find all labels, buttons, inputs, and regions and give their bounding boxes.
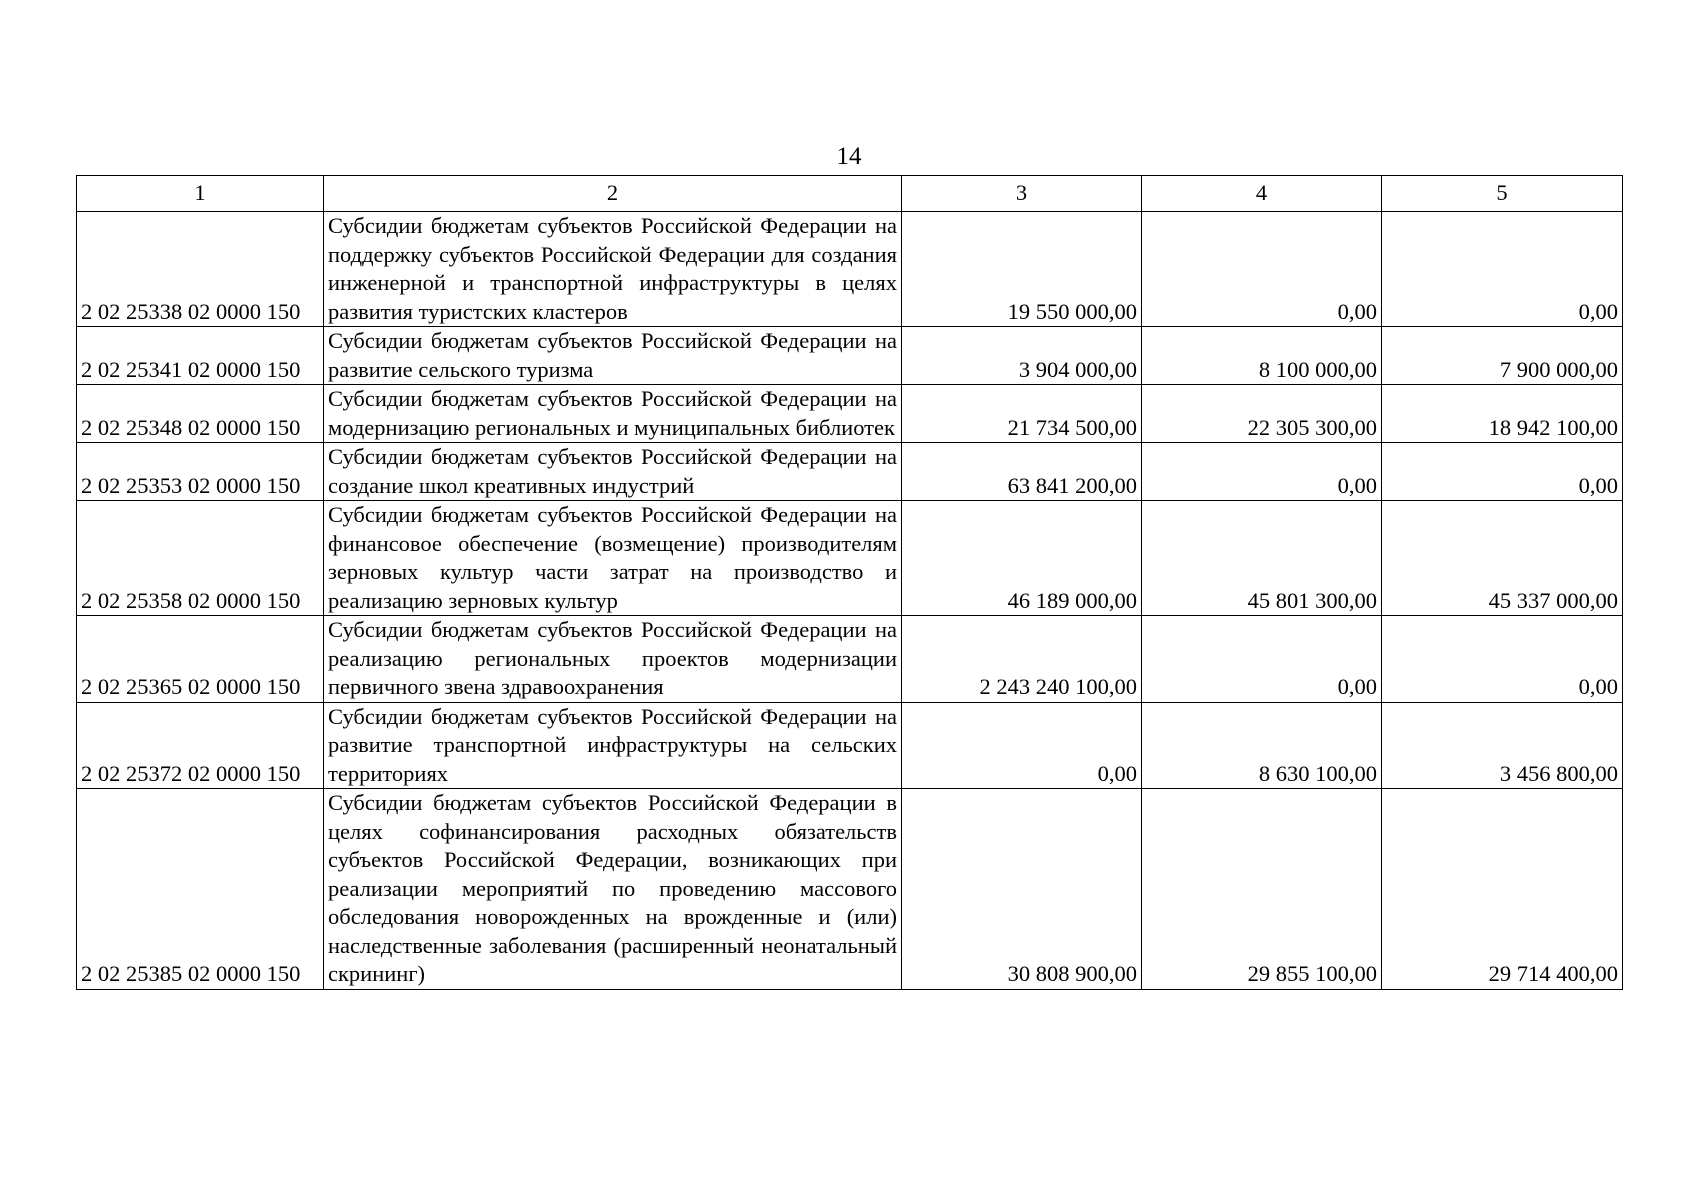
table-row bbox=[77, 443, 1623, 501]
amount-col-5: 45 337 000,00 bbox=[1382, 501, 1623, 616]
header-col-5: 5 bbox=[1382, 176, 1623, 212]
subsidy-name: Субсидии бюджетам субъектов Российской Федерации на финансовое обеспечение (возмещение) производителям зерновых культур части затрат на производство и реализацию зерновых культур bbox=[324, 501, 902, 616]
subsidy-name: Субсидии бюджетам субъектов Российской Федерации на развитие транспортной инфраструктуры на сельских территориях bbox=[324, 702, 902, 789]
header-col-2: 2 bbox=[324, 176, 902, 212]
amount-col-4: 0,00 bbox=[1142, 212, 1382, 327]
budget-code: 2 02 25385 02 0000 150 bbox=[77, 789, 324, 990]
amount-col-4: 45 801 300,00 bbox=[1142, 501, 1382, 616]
budget-code: 2 02 25341 02 0000 150 bbox=[77, 327, 324, 385]
subsidy-name: Субсидии бюджетам субъектов Российской Федерации на создание школ креативных индустрий bbox=[324, 443, 902, 501]
amount-col-3: 2 243 240 100,00 bbox=[902, 616, 1142, 703]
amount-col-3: 46 189 000,00 bbox=[902, 501, 1142, 616]
table-body bbox=[77, 212, 1623, 990]
amount-col-3: 3 904 000,00 bbox=[902, 327, 1142, 385]
table-row bbox=[77, 789, 1623, 990]
amount-col-5: 0,00 bbox=[1382, 616, 1623, 703]
header-col-4: 4 bbox=[1142, 176, 1382, 212]
amount-col-5: 29 714 400,00 bbox=[1382, 789, 1623, 990]
header-col-1: 1 bbox=[77, 176, 324, 212]
header-row bbox=[77, 176, 1623, 212]
budget-code: 2 02 25338 02 0000 150 bbox=[77, 212, 324, 327]
amount-col-4: 8 100 000,00 bbox=[1142, 327, 1382, 385]
amount-col-4: 8 630 100,00 bbox=[1142, 702, 1382, 789]
budget-code: 2 02 25348 02 0000 150 bbox=[77, 385, 324, 443]
budget-table bbox=[76, 175, 1623, 990]
page-number: 14 bbox=[836, 143, 862, 170]
amount-col-3: 30 808 900,00 bbox=[902, 789, 1142, 990]
subsidy-name: Субсидии бюджетам субъектов Российской Федерации на развитие сельского туризма bbox=[324, 327, 902, 385]
budget-code: 2 02 25358 02 0000 150 bbox=[77, 501, 324, 616]
budget-code: 2 02 25365 02 0000 150 bbox=[77, 616, 324, 703]
amount-col-3: 21 734 500,00 bbox=[902, 385, 1142, 443]
subsidy-name: Субсидии бюджетам субъектов Российской Федерации в целях софинансирования расходных обязательств субъектов Российской Федерации, возникающих при реализации мероприятий по проведению массового обследования новорожденных на врожденные и (или) наследственные заболевания (расширенный неонатальный скрининг) bbox=[324, 789, 902, 990]
amount-col-3: 0,00 bbox=[902, 702, 1142, 789]
amount-col-5: 0,00 bbox=[1382, 443, 1623, 501]
amount-col-3: 63 841 200,00 bbox=[902, 443, 1142, 501]
amount-col-5: 0,00 bbox=[1382, 212, 1623, 327]
table-row bbox=[77, 385, 1623, 443]
table-row bbox=[77, 702, 1623, 789]
amount-col-5: 3 456 800,00 bbox=[1382, 702, 1623, 789]
amount-col-4: 0,00 bbox=[1142, 443, 1382, 501]
subsidy-name: Субсидии бюджетам субъектов Российской Федерации на модернизацию региональных и муниципальных библиотек bbox=[324, 385, 902, 443]
subsidy-name: Субсидии бюджетам субъектов Российской Федерации на реализацию региональных проектов модернизации первичного звена здравоохранения bbox=[324, 616, 902, 703]
amount-col-5: 7 900 000,00 bbox=[1382, 327, 1623, 385]
table-row bbox=[77, 212, 1623, 327]
amount-col-4: 29 855 100,00 bbox=[1142, 789, 1382, 990]
table-row bbox=[77, 327, 1623, 385]
amount-col-4: 22 305 300,00 bbox=[1142, 385, 1382, 443]
table-header bbox=[77, 176, 1623, 212]
budget-code: 2 02 25353 02 0000 150 bbox=[77, 443, 324, 501]
header-col-3: 3 bbox=[902, 176, 1142, 212]
amount-col-4: 0,00 bbox=[1142, 616, 1382, 703]
table-row bbox=[77, 616, 1623, 703]
subsidy-name: Субсидии бюджетам субъектов Российской Федерации на поддержку субъектов Российской Федерации для создания инженерной и транспортной инфраструктуры в целях развития туристских кластеров bbox=[324, 212, 902, 327]
amount-col-3: 19 550 000,00 bbox=[902, 212, 1142, 327]
table-row bbox=[77, 501, 1623, 616]
amount-col-5: 18 942 100,00 bbox=[1382, 385, 1623, 443]
budget-code: 2 02 25372 02 0000 150 bbox=[77, 702, 324, 789]
